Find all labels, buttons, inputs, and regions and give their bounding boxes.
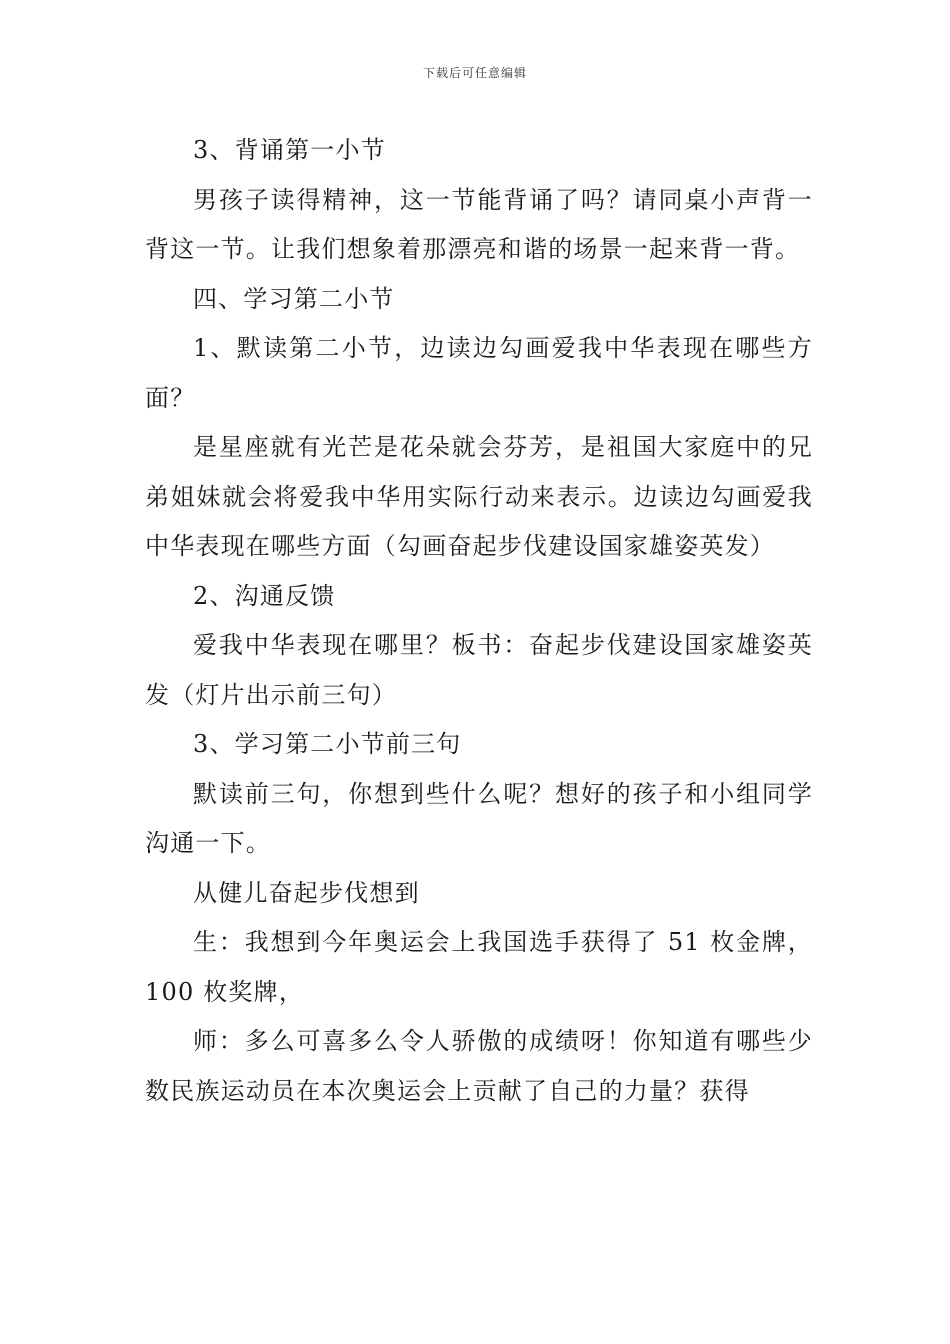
paragraph-group-discussion: 默读前三句，你想到些什么呢？想好的孩子和小组同学沟通一下。 xyxy=(145,779,813,857)
paragraph-blackboard-notes: 爱我中华表现在哪里？板书：奋起步伐建设国家雄姿英发（灯片出示前三句） xyxy=(145,631,813,709)
paragraph-silent-reading-task: 1、默读第二小节，边读边勾画爱我中华表现在哪些方面？ xyxy=(145,334,813,412)
page-header-note: 下载后可任意编辑 xyxy=(422,66,527,80)
paragraph-section-four-heading: 四、学习第二小节 xyxy=(193,284,395,313)
document-body xyxy=(145,126,813,1116)
paragraph-recite-instruction: 男孩子读得精神，这一节能背诵了吗？请同桌小声背一背这一节。让我们想象着那漂亮和谐的场景一起来背一背。 xyxy=(145,185,813,263)
paragraph-feedback-heading: 2、沟通反馈 xyxy=(193,581,336,610)
paragraph-stars-flowers: 是星座就有光芒是花朵就会芬芳，是祖国大家庭中的兄弟姐妹就会将爱我中华用实际行动来表示。边读边勾画爱我中华表现在哪些方面（勾画奋起步伐建设国家雄姿英发） xyxy=(145,433,813,560)
paragraph-first-three-lines-heading: 3、学习第二小节前三句 xyxy=(193,730,462,758)
paragraph-athletes-prompt: 从健儿奋起步伐想到 xyxy=(193,878,420,907)
paragraph-teacher-response: 师：多么可喜多么令人骄傲的成绩呀！你知道有哪些少数民族运动员在本次奥运会上贡献了自己的力量？获得 xyxy=(145,1027,813,1105)
paragraph-student-answer: 生：我想到今年奥运会上我国选手获得了 51 枚金牌，100 枚奖牌， xyxy=(145,928,813,1006)
paragraph-recite-section-heading: 3、背诵第一小节 xyxy=(193,136,386,164)
